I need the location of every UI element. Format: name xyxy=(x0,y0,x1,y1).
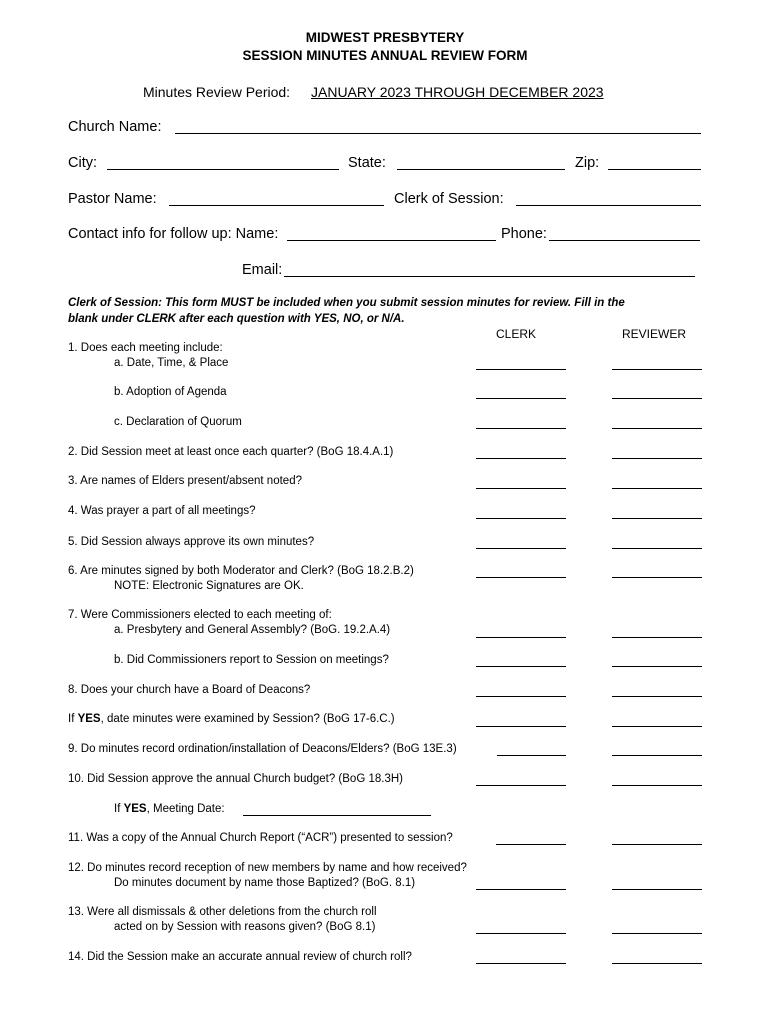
pastor-label: Pastor Name: xyxy=(68,191,157,207)
question-1: 1. Does each meeting include: xyxy=(68,342,223,354)
question-7b: b. Did Commissioners report to Session on meetings? xyxy=(114,654,389,666)
q1b-clerk-answer[interactable] xyxy=(476,398,566,399)
followup-text: , date minutes were examined by Session? (BoG 17-6.C.) xyxy=(100,713,395,725)
q6-reviewer-answer[interactable] xyxy=(612,577,702,578)
q12-clerk-answer[interactable] xyxy=(476,889,566,890)
question-1b: b. Adoption of Agenda xyxy=(114,386,227,398)
yes-text: YES xyxy=(123,803,147,815)
question-5: 5. Did Session always approve its own minutes? xyxy=(68,536,315,548)
question-13: 13. Were all dismissals & other deletions from the church roll xyxy=(68,906,377,918)
q4-reviewer-answer[interactable] xyxy=(612,518,702,519)
yes-text: YES xyxy=(77,713,101,725)
q7a-clerk-answer[interactable] xyxy=(476,637,566,638)
q12-reviewer-answer[interactable] xyxy=(612,889,702,890)
zip-field[interactable] xyxy=(608,169,701,170)
q1c-reviewer-answer[interactable] xyxy=(612,428,702,429)
pastor-field[interactable] xyxy=(169,205,384,206)
city-label: City: xyxy=(68,155,97,171)
if-text: If xyxy=(68,713,75,725)
zip-label: Zip: xyxy=(575,155,600,171)
clerk-session-label: Clerk of Session: xyxy=(394,191,504,207)
question-6-note: NOTE: Electronic Signatures are OK. xyxy=(114,580,304,592)
question-12b: Do minutes document by name those Baptized? (BoG. 8.1) xyxy=(114,877,416,889)
q2-clerk-answer[interactable] xyxy=(476,458,566,459)
q8-followup-reviewer-answer[interactable] xyxy=(612,726,702,727)
q1c-clerk-answer[interactable] xyxy=(476,428,566,429)
question-14: 14. Did the Session make an accurate annual review of church roll? xyxy=(68,951,412,963)
q11-clerk-answer[interactable] xyxy=(496,844,566,845)
church-name-field[interactable] xyxy=(175,133,701,134)
q6-clerk-answer[interactable] xyxy=(476,577,566,578)
q11-reviewer-answer[interactable] xyxy=(612,844,702,845)
q7b-reviewer-answer[interactable] xyxy=(612,666,702,667)
q5-reviewer-answer[interactable] xyxy=(612,548,702,549)
question-7a: a. Presbytery and General Assembly? (BoG. 19.2.A.4) xyxy=(114,624,391,636)
question-6: 6. Are minutes signed by both Moderator and Clerk? (BoG 18.2.B.2) xyxy=(68,565,414,577)
question-1c: c. Declaration of Quorum xyxy=(114,416,242,428)
q7a-reviewer-answer[interactable] xyxy=(612,637,702,638)
q13-clerk-answer[interactable] xyxy=(476,933,566,934)
state-label: State: xyxy=(348,155,386,171)
followup-text: , Meeting Date: xyxy=(146,803,225,815)
question-10-followup xyxy=(114,803,225,815)
q8-clerk-answer[interactable] xyxy=(476,696,566,697)
form-title: SESSION MINUTES ANNUAL REVIEW FORM xyxy=(242,48,528,63)
q8-reviewer-answer[interactable] xyxy=(612,696,702,697)
q10-clerk-answer[interactable] xyxy=(476,785,566,786)
question-8: 8. Does your church have a Board of Deacons? xyxy=(68,684,311,696)
contact-name-field[interactable] xyxy=(287,240,496,241)
q4-clerk-answer[interactable] xyxy=(476,518,566,519)
phone-field[interactable] xyxy=(549,240,700,241)
question-11: 11. Was a copy of the Annual Church Report (“ACR”) presented to session? xyxy=(68,832,453,844)
period-value: JANUARY 2023 THROUGH DECEMBER 2023 xyxy=(311,84,604,100)
instructions-line-2: blank under CLERK after each question with YES, NO, or N/A. xyxy=(68,313,405,325)
period-label: Minutes Review Period: xyxy=(143,84,291,100)
city-field[interactable] xyxy=(107,169,339,170)
q3-clerk-answer[interactable] xyxy=(476,488,566,489)
question-8-followup xyxy=(68,713,395,725)
org-title: MIDWEST PRESBYTERY xyxy=(305,30,465,45)
question-4: 4. Was prayer a part of all meetings? xyxy=(68,505,256,517)
q13-reviewer-answer[interactable] xyxy=(612,933,702,934)
reviewer-column-header: REVIEWER xyxy=(622,327,687,341)
email-label: Email: xyxy=(242,262,283,278)
question-3: 3. Are names of Elders present/absent noted? xyxy=(68,475,302,487)
state-field[interactable] xyxy=(397,169,565,170)
question-9: 9. Do minutes record ordination/installation of Deacons/Elders? (BoG 13E.3) xyxy=(68,743,457,755)
question-1a: a. Date, Time, & Place xyxy=(114,357,229,369)
question-10: 10. Did Session approve the annual Church budget? (BoG 18.3H) xyxy=(68,773,403,785)
q10-meeting-date-field[interactable] xyxy=(243,815,431,816)
question-7: 7. Were Commissioners elected to each meeting of: xyxy=(68,609,332,621)
q1b-reviewer-answer[interactable] xyxy=(612,398,702,399)
instructions-line-1: Clerk of Session: This form MUST be included when you submit session minutes for review. Fill in the xyxy=(68,297,625,309)
q7b-clerk-answer[interactable] xyxy=(476,666,566,667)
clerk-session-field[interactable] xyxy=(516,205,701,206)
q3-reviewer-answer[interactable] xyxy=(612,488,702,489)
question-12: 12. Do minutes record reception of new members by name and how received? xyxy=(68,862,467,874)
church-name-label: Church Name: xyxy=(68,119,162,135)
q14-clerk-answer[interactable] xyxy=(476,963,566,964)
if-text: If xyxy=(114,803,121,815)
clerk-column-header: CLERK xyxy=(496,327,537,341)
q5-clerk-answer[interactable] xyxy=(476,548,566,549)
email-field[interactable] xyxy=(284,276,695,277)
q2-reviewer-answer[interactable] xyxy=(612,458,702,459)
q9-reviewer-answer[interactable] xyxy=(612,755,702,756)
q1a-clerk-answer[interactable] xyxy=(476,369,566,370)
phone-label: Phone: xyxy=(501,226,547,242)
contact-name-label: Contact info for follow up: Name: xyxy=(68,226,279,242)
question-13b: acted on by Session with reasons given? (BoG 8.1) xyxy=(114,921,376,933)
q1a-reviewer-answer[interactable] xyxy=(612,369,702,370)
q9-clerk-answer[interactable] xyxy=(497,755,566,756)
question-2: 2. Did Session meet at least once each quarter? (BoG 18.4.A.1) xyxy=(68,446,394,458)
q8-followup-clerk-answer[interactable] xyxy=(476,726,566,727)
q14-reviewer-answer[interactable] xyxy=(612,963,702,964)
q10-reviewer-answer[interactable] xyxy=(612,785,702,786)
